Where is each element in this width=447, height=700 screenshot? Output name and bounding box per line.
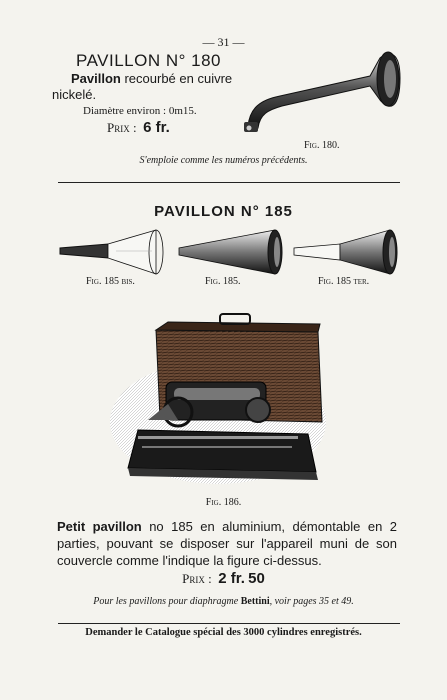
pavillon-180-note: S'emploie comme les numéros précédents. — [139, 155, 308, 166]
footer-divider — [58, 623, 400, 624]
pavillon-185-description — [57, 518, 397, 569]
figure-180-caption: Fig. 180. — [304, 140, 340, 151]
pavillon-185-desc-bold: Petit pavillon — [57, 519, 142, 534]
price-value: 6 fr. — [143, 119, 170, 136]
phonograph-186-illustration — [108, 312, 330, 496]
pavillon-180-price — [107, 119, 170, 136]
figure-186-caption: Fig. 186. — [205, 497, 242, 508]
bettini-reference — [0, 596, 447, 607]
price-value-cents: 50 — [248, 570, 265, 587]
reference-pre: Pour les pavillons pour diaphragme — [93, 596, 241, 607]
price-label: Prix : — [107, 120, 137, 135]
page-number: — 31 — — [202, 35, 245, 49]
reference-post: , voir pages 35 et 49. — [269, 596, 354, 607]
price-label: Prix : — [182, 571, 212, 586]
pavillon-180-title: PAVILLON N° 180 — [76, 51, 222, 70]
reference-bold: Bettini — [240, 596, 270, 607]
horn-185-ter-illustration — [290, 228, 402, 276]
pavillon-185-desc-rest: no 185 en aluminium, démontable en 2 parties, pouvant se disposer sur l'appareil muni de son couvercle comme l'indique la figure ci-dessus. — [57, 519, 397, 568]
price-value-main: 2 fr. — [218, 570, 245, 587]
figure-185-caption: Fig. 185. — [205, 276, 241, 287]
catalogue-footer: Demander le Catalogue spécial des 3000 cylindres enregistrés. — [85, 627, 362, 638]
pavillon-180-diameter: Diamètre environ : 0m15. — [83, 105, 197, 117]
horn-185-illustration — [175, 228, 287, 276]
pavillon-180-desc-rest: recourbé en cuivre — [120, 71, 233, 86]
pavillon-180-desc-bold: Pavillon — [71, 71, 121, 86]
pavillon-185-title: PAVILLON N° 185 — [154, 203, 293, 220]
pavillon-185-price — [0, 570, 447, 587]
section-divider — [58, 182, 400, 183]
pavillon-180-desc-line1 — [71, 71, 232, 86]
figure-185-bis-caption: Fig. 185 bis. — [86, 276, 135, 287]
horn-185-bis-illustration — [56, 228, 168, 276]
pavillon-180-desc-line2: nickelé. — [52, 87, 97, 102]
horn-180-illustration — [240, 48, 405, 138]
figure-185-ter-caption: Fig. 185 ter. — [318, 276, 370, 287]
